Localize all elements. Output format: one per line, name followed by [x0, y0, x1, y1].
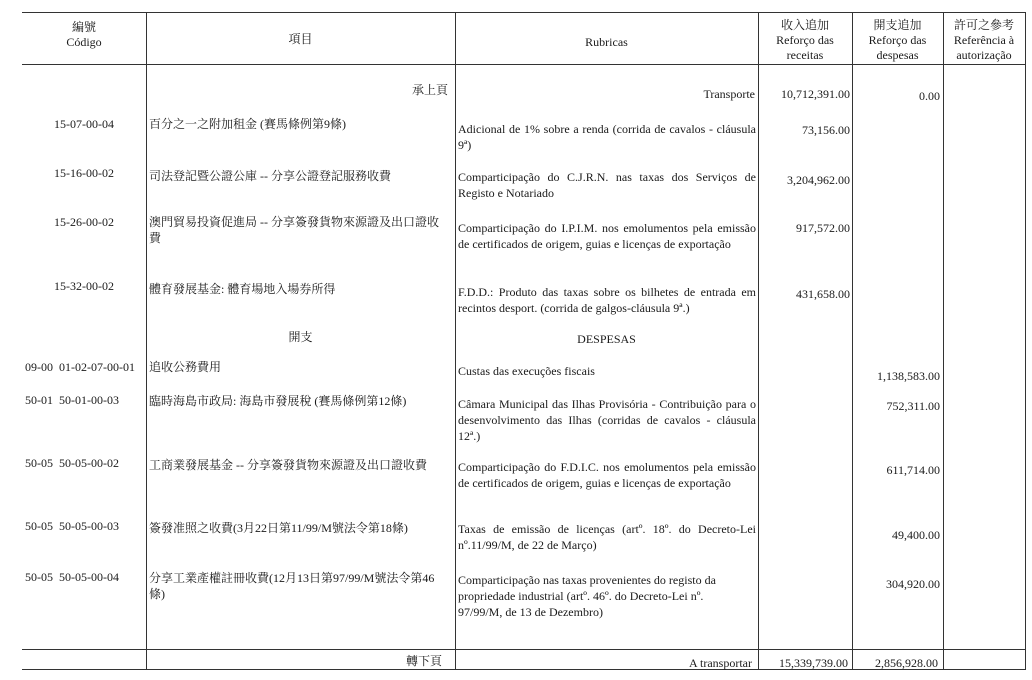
section-despesas-zh: 開支 [288, 330, 313, 344]
row-item-zh: 追收公務費用 [149, 360, 222, 374]
transport-out-zh: 轉下頁 [405, 654, 442, 668]
transport-out-pt: A transportar [689, 656, 752, 670]
row-item-zh: 分享工業產權註冊收費(12月13日第97/99/M號法令第46條) [149, 571, 435, 601]
row-code: 50-05 50-05-00-02 [25, 456, 119, 470]
row-item-zh: 臨時海島市政局: 海島市發展稅 (賽馬條例第12條) [149, 394, 407, 408]
transport-in-receitas: 10,712,391.00 [781, 87, 850, 101]
transport-in-pt: Transporte [703, 87, 755, 101]
header-despesas-pt1: Reforço das [868, 33, 927, 47]
header-bottom-rule [22, 64, 1026, 65]
row-item-zh: 澳門貿易投資促進局 -- 分享簽發貨物來源證及出口證收費 [149, 215, 439, 245]
header-referencia [943, 18, 1025, 63]
header-item: 項目 [288, 32, 313, 46]
header-receitas-pt1: Reforço das [776, 33, 834, 47]
row-code: 50-01 50-01-00-03 [25, 393, 119, 407]
transport-out-receitas: 15,339,739.00 [779, 656, 848, 670]
footer-top-rule [22, 649, 1026, 650]
row-code: 15-16-00-02 [54, 166, 114, 180]
row-code: 15-07-00-04 [54, 117, 114, 131]
row-item-zh: 工商業發展基金 -- 分享簽發貨物來源證及出口證收費 [149, 458, 427, 472]
row-code: 15-26-00-02 [54, 215, 114, 229]
col-rule-receitas-despesas [852, 12, 853, 670]
section-despesas-pt: DESPESAS [577, 332, 636, 346]
table-top-rule [22, 12, 1026, 13]
row-despesa-amount: 304,920.00 [886, 577, 940, 591]
row-rubrica-pt: Custas das execuções fiscais [458, 364, 595, 378]
header-despesas [852, 18, 943, 63]
row-receita-amount: 431,658.00 [796, 287, 850, 301]
col-rule-rubricas-receitas [758, 12, 759, 670]
transport-in-despesas: 0.00 [919, 89, 940, 103]
row-item-zh: 司法登記暨公證公庫 -- 分享公證登記服務收費 [149, 169, 391, 183]
row-despesa-amount: 611,714.00 [886, 463, 940, 477]
row-item-zh: 簽發准照之收費(3月22日第11/99/M號法令第18條) [149, 521, 408, 535]
header-referencia-pt1: Referência à [953, 33, 1015, 47]
row-code: 50-05 50-05-00-04 [25, 570, 119, 584]
header-code-zh: 編號 [71, 20, 96, 34]
transport-out-despesas: 2,856,928.00 [875, 656, 938, 670]
header-receitas [758, 18, 852, 63]
row-rubrica-pt: Comparticipação do I.P.I.M. nos emolumentos pela emissão de certificados de origem, guias e licenças de exportação [458, 221, 756, 251]
row-receita-amount: 917,572.00 [796, 221, 850, 235]
row-code: 15-32-00-02 [54, 279, 114, 293]
transport-in-zh: 承上頁 [411, 83, 448, 97]
header-receitas-pt2: receitas [786, 48, 824, 62]
header-referencia-zh: 許可之參考 [953, 18, 1014, 32]
row-rubrica-pt: Adicional de 1% sobre a renda (corrida de cavalos - cláusula 9ª) [458, 122, 756, 152]
row-despesa-amount: 1,138,583.00 [877, 369, 940, 383]
row-code: 50-05 50-05-00-03 [25, 519, 119, 533]
header-rubricas: Rubricas [585, 35, 628, 49]
header-referencia-pt2: autorização [956, 48, 1012, 62]
col-rule-right [1025, 12, 1026, 670]
row-rubrica-pt: F.D.D.: Produto das taxas sobre os bilhetes de entrada em recintos desport. (corrida de galgos-cláusula 9ª.) [458, 285, 756, 315]
row-item-zh: 百分之一之附加租金 (賽馬條例第9條) [149, 117, 346, 131]
row-despesa-amount: 752,311.00 [886, 399, 940, 413]
header-receitas-zh: 收入追加 [780, 18, 829, 32]
row-rubrica-pt: Comparticipação nas taxas provenientes do registo da propriedade industrial (artº. 46º. do Decreto-Lei nº. 97/99/M, de 13 de Dezembro) [458, 573, 716, 619]
row-rubrica-pt: Comparticipação do C.J.R.N. nas taxas dos Serviços de Registo e Notariado [458, 170, 756, 200]
row-item-zh: 體育發展基金: 體育場地入場券所得 [149, 282, 336, 296]
header-despesas-zh: 開支追加 [873, 18, 922, 32]
row-rubrica-pt: Taxas de emissão de licenças (artº. 18º. do Decreto-Lei nº.11/99/M, de 22 de Março) [458, 522, 756, 552]
header-code-pt: Código [66, 35, 102, 49]
row-despesa-amount: 49,400.00 [892, 528, 940, 542]
row-code: 09-00 01-02-07-00-01 [25, 360, 135, 374]
header-despesas-pt2: despesas [876, 48, 919, 62]
row-receita-amount: 3,204,962.00 [787, 173, 850, 187]
row-rubrica-pt: Câmara Municipal das Ilhas Provisória - Contribuição para o desenvolvimento das Ilhas (corridas de cavalos - cláusula 12ª.) [458, 397, 756, 443]
header-code [22, 20, 146, 50]
col-rule-despesas-referencia [943, 12, 944, 670]
row-receita-amount: 73,156.00 [802, 123, 850, 137]
row-rubrica-pt: Comparticipação do F.D.I.C. nos emolumentos pela emissão de certificados de origem, guias e licenças de exportação [458, 460, 756, 490]
